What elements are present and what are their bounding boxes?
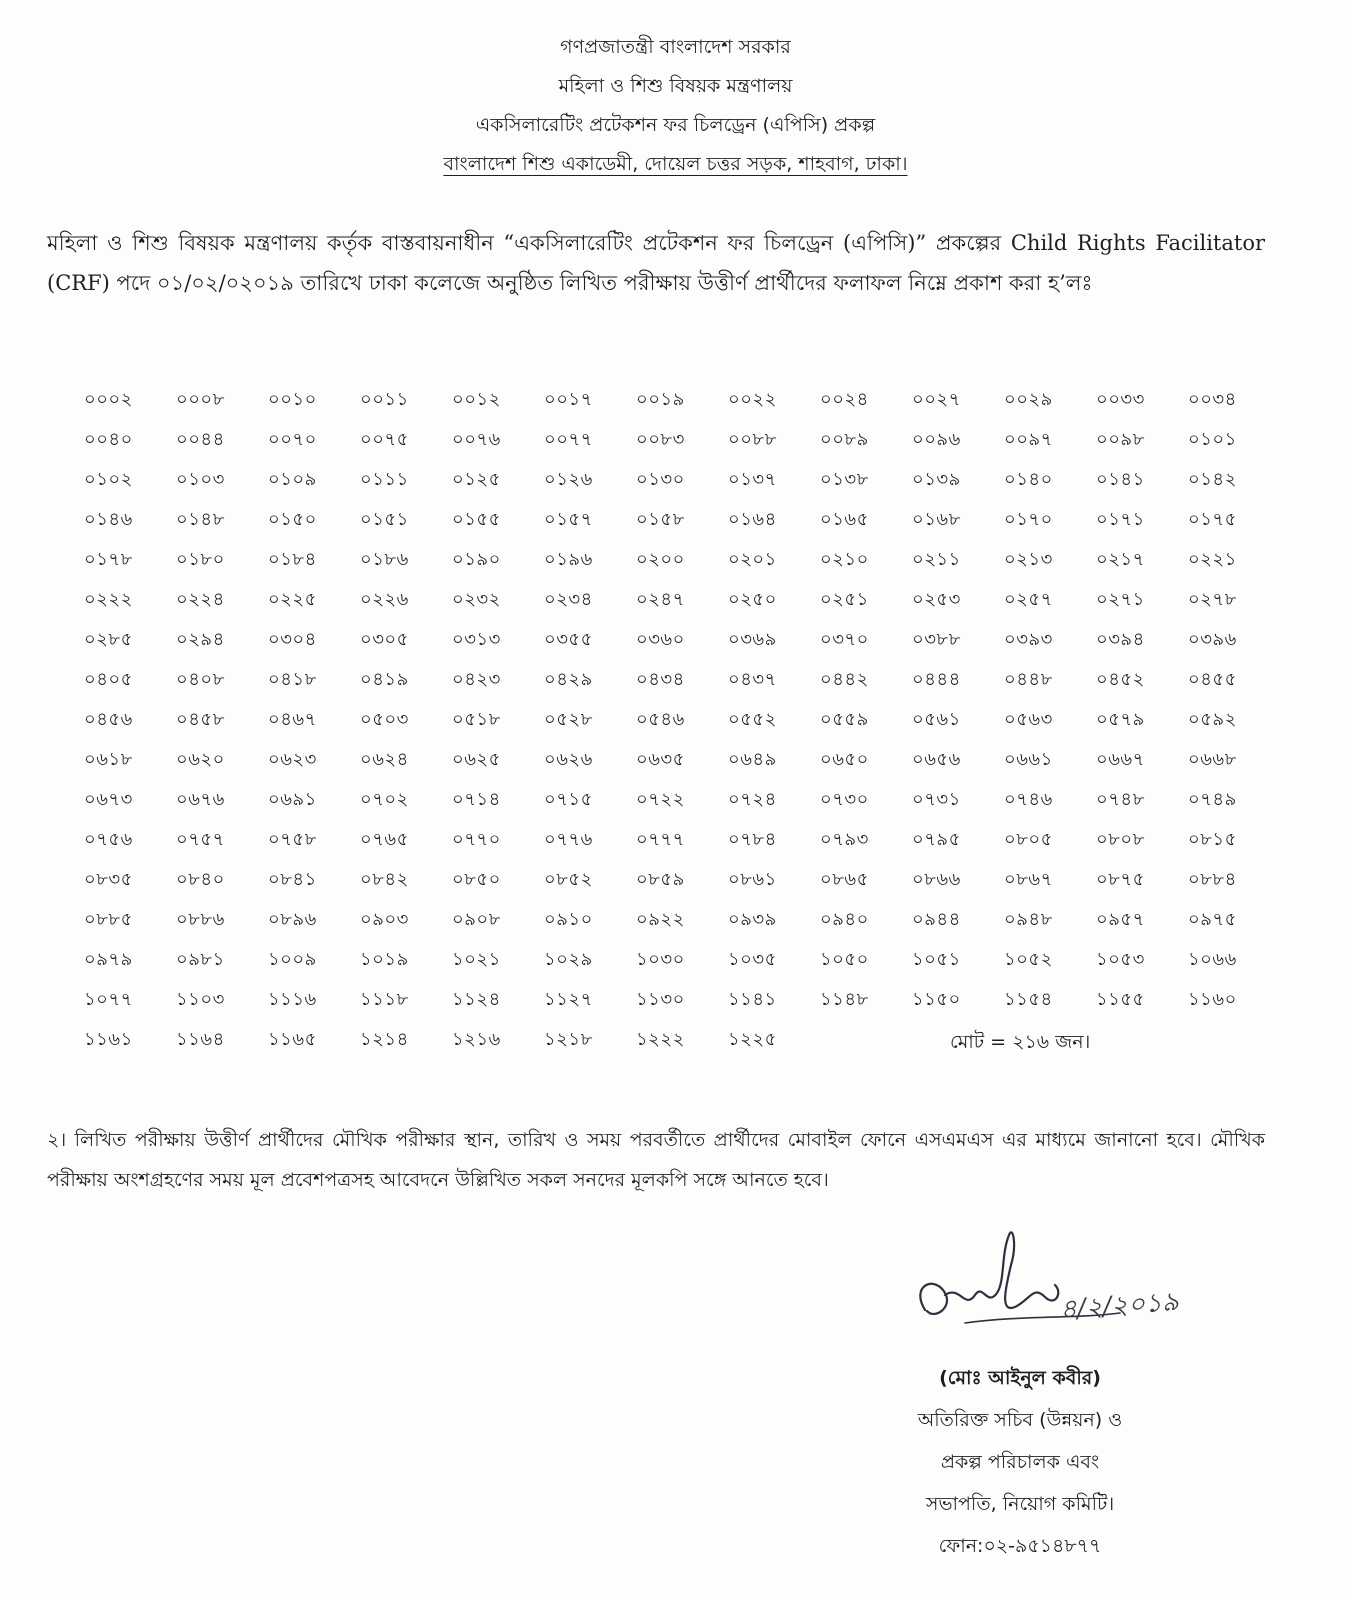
roll-number: ০২৫৩: [912, 589, 961, 610]
roll-number: ০৫৫২: [728, 709, 777, 730]
roll-number: ০১৪২: [1188, 469, 1237, 490]
roll-number: ০০২৯: [1004, 389, 1053, 410]
roll-number: ০৭৩১: [912, 789, 961, 810]
roll-number: ০৬৫০: [820, 749, 869, 770]
roll-number: ০৯৩৯: [728, 909, 777, 930]
roll-number: ০০৯৮: [1096, 429, 1145, 450]
roll-number: ০৮৫২: [544, 869, 593, 890]
roll-number: ০৫১৮: [452, 709, 501, 730]
roll-number: ০৭১৫: [544, 789, 593, 810]
roll-number: ০০৮৮: [728, 429, 777, 450]
roll-number: ০৪৬৭: [268, 709, 317, 730]
roll-number: ১১৩০: [636, 989, 685, 1010]
roll-number: ০৮১৫: [1188, 829, 1237, 850]
roll-number: ০৮৩৫: [84, 869, 133, 890]
roll-number: ১০৩৫: [728, 949, 777, 970]
roll-number: ০২২৫: [268, 589, 317, 610]
roll-number: ১০৩০: [636, 949, 685, 970]
roll-number: ০০৭০: [268, 429, 317, 450]
roll-number: ০১০২: [84, 469, 133, 490]
roll-number: ০০৪৪: [176, 429, 225, 450]
roll-number: ১১৪১: [728, 989, 777, 1010]
roll-number: ১০৭৭: [84, 989, 133, 1010]
document-header: [0, 28, 1351, 184]
roll-number: ০৭২২: [636, 789, 685, 810]
roll-number: ০৯১০: [544, 909, 593, 930]
roll-number: ০০১৭: [544, 389, 593, 410]
roll-number: ০৪৪৪: [912, 669, 961, 690]
roll-number: ১২২৫: [728, 1029, 777, 1050]
roll-number: ০৮৮৪: [1188, 869, 1237, 890]
roll-number: ০২৫১: [820, 589, 869, 610]
roll-number: ০৬৬৮: [1188, 749, 1237, 770]
roll-number: ০৮৬৭: [1004, 869, 1053, 890]
roll-number: ০৭৩০: [820, 789, 869, 810]
roll-number: ১১৪৮: [820, 989, 869, 1010]
roll-number: ০১৬৮: [912, 509, 961, 530]
ministry-title: মহিলা ও শিশু বিষয়ক মন্ত্রণালয়: [558, 75, 793, 97]
roll-number: ০৭৬৫: [360, 829, 409, 850]
roll-number: ০১৯০: [452, 549, 501, 570]
roll-number: ০২১৭: [1096, 549, 1145, 570]
roll-number: ০১০১: [1188, 429, 1237, 450]
roll-number: ০৪১৮: [268, 669, 317, 690]
roll-number: ০২৫৭: [1004, 589, 1053, 610]
roll-number: ০৬২০: [176, 749, 225, 770]
roll-number: ০১৭৮: [84, 549, 133, 570]
roll-number: ০৮৬৫: [820, 869, 869, 890]
roll-number: ১০২১: [452, 949, 501, 970]
roll-number: ০৭১৪: [452, 789, 501, 810]
office-address: বাংলাদেশ শিশু একাডেমী, দোয়েল চত্তর সড়ক, শাহবাগ, ঢাকা।: [443, 153, 908, 175]
roll-number: ০৯৭৫: [1188, 909, 1237, 930]
roll-number: ০৪৪৮: [1004, 669, 1053, 690]
roll-number: ১০৬৬: [1188, 949, 1237, 970]
roll-number: ০১৩৮: [820, 469, 869, 490]
roll-number: ১১২৭: [544, 989, 593, 1010]
roll-number: ১১১৬: [268, 989, 317, 1010]
roll-number: ০৭৯৫: [912, 829, 961, 850]
roll-number: ১১১৮: [360, 989, 409, 1010]
roll-number: ০৯২২: [636, 909, 685, 930]
roll-number: ১০৫২: [1004, 949, 1053, 970]
roll-number: ১২১৪: [360, 1029, 409, 1050]
roll-number: ০৭৭৬: [544, 829, 593, 850]
roll-number: ১০২৯: [544, 949, 593, 970]
roll-number: ০৭৭৭: [636, 829, 685, 850]
roll-number: ০০০২: [84, 389, 133, 410]
roll-number: ০২২৪: [176, 589, 225, 610]
roll-number: ০৯৮১: [176, 949, 225, 970]
roll-number: ০৯৪০: [820, 909, 869, 930]
roll-number: ০৫৫৯: [820, 709, 869, 730]
roll-number: ০১৩০: [636, 469, 685, 490]
roll-number: ০৪০৫: [84, 669, 133, 690]
roll-number: ০৫৬৩: [1004, 709, 1053, 730]
roll-number: ১০৫১: [912, 949, 961, 970]
roll-number: ০২২৬: [360, 589, 409, 610]
roll-number: ০২৩৪: [544, 589, 593, 610]
intro-paragraph: মহিলা ও শিশু বিষয়ক মন্ত্রণালয় কর্তৃক বাস্তবায়নাধীন “একসিলারেটিং প্রটেকশন ফর চিলড্রেন (এপিসি)” প্রকল্পের Child Rights Facilitator (CRF) পদে ০১/০২/০২০১৯ তারিখে ঢাকা কলেজে অনুষ্ঠিত লিখিত পরীক্ষায় উত্তীর্ণ প্রার্থীদের ফলাফল নিম্নে প্রকাশ করা হ’লঃ: [47, 231, 1265, 295]
roll-number: ০৩৯৩: [1004, 629, 1053, 650]
roll-number: ০০৭৬: [452, 429, 501, 450]
roll-number: ০৯৫৭: [1096, 909, 1145, 930]
roll-number: ০১৪০: [1004, 469, 1053, 490]
roll-number: ০০২৭: [912, 389, 961, 410]
roll-number: ০৬২৫: [452, 749, 501, 770]
signatory-title-2: প্রকল্প পরিচালক এবং: [940, 1451, 1100, 1473]
roll-number: ০৬২৩: [268, 749, 317, 770]
roll-number: ০১৪১: [1096, 469, 1145, 490]
project-title: একসিলারেটিং প্রটেকশন ফর চিলড্রেন (এপিসি) প্রকল্প: [475, 114, 876, 136]
roll-number: ০৪০৮: [176, 669, 225, 690]
roll-number: ০০৭৭: [544, 429, 593, 450]
roll-number: ০৮৯৬: [268, 909, 317, 930]
roll-number: ০৫০৩: [360, 709, 409, 730]
roll-number: ০০৩৩: [1096, 389, 1145, 410]
roll-number: ০১৩৯: [912, 469, 961, 490]
roll-number: ০২২২: [84, 589, 133, 610]
roll-number: ০৬৬৭: [1096, 749, 1145, 770]
roll-number: ০২২১: [1188, 549, 1237, 570]
roll-number: ০১৮০: [176, 549, 225, 570]
roll-number: ০৫৬১: [912, 709, 961, 730]
roll-number: ০৫২৮: [544, 709, 593, 730]
roll-number: ০৪৫৬: [84, 709, 133, 730]
roll-number: ০৮০৮: [1096, 829, 1145, 850]
roll-number: ০৭৪৬: [1004, 789, 1053, 810]
roll-number: ০৩১৩: [452, 629, 501, 650]
roll-number: ১১৫০: [912, 989, 961, 1010]
roll-number: ০১৩৭: [728, 469, 777, 490]
roll-number: ১১৬৫: [268, 1029, 317, 1050]
roll-number: ০৫৭৯: [1096, 709, 1145, 730]
roll-number: ০৩৫৫: [544, 629, 593, 650]
roll-number: ০৬৬১: [1004, 749, 1053, 770]
roll-number: ০৭৫৭: [176, 829, 225, 850]
roll-number: ০০২৪: [820, 389, 869, 410]
roll-number: ০৪২৩: [452, 669, 501, 690]
roll-number: ১০০৯: [268, 949, 317, 970]
roll-number: ০৯০৮: [452, 909, 501, 930]
roll-number: ০৮৮৫: [84, 909, 133, 930]
roll-number: ১১২৪: [452, 989, 501, 1010]
roll-number: ০৮৪১: [268, 869, 317, 890]
roll-number: ০০০৮: [176, 389, 225, 410]
roll-number: ০৩৮৮: [912, 629, 961, 650]
roll-number: ০০১০: [268, 389, 317, 410]
roll-number: ০৬৭৬: [176, 789, 225, 810]
roll-number: ০৩৬৯: [728, 629, 777, 650]
roll-number: ০৪৫২: [1096, 669, 1145, 690]
roll-number: ০১৭৫: [1188, 509, 1237, 530]
roll-number: ০২০১: [728, 549, 777, 570]
roll-number: ০৮৬১: [728, 869, 777, 890]
roll-number: ০৪৫৮: [176, 709, 225, 730]
roll-number: ০৮৪০: [176, 869, 225, 890]
roll-number: ০০১১: [360, 389, 409, 410]
roll-number: ০৭৮৪: [728, 829, 777, 850]
roll-number: ০১২৬: [544, 469, 593, 490]
roll-number: ০০৩৪: [1188, 389, 1237, 410]
government-title: গণপ্রজাতন্ত্রী বাংলাদেশ সরকার: [560, 36, 791, 58]
roll-number: ০৫৯২: [1188, 709, 1237, 730]
roll-number: ১১৬১: [84, 1029, 133, 1050]
roll-number: ০২৯৪: [176, 629, 225, 650]
roll-number: ০৫৪৬: [636, 709, 685, 730]
roll-number: ০২১১: [912, 549, 961, 570]
roll-number: ১১০৩: [176, 989, 225, 1010]
roll-number: ১১৫৪: [1004, 989, 1053, 1010]
roll-number: ০৭২৪: [728, 789, 777, 810]
signatory-name: (মোঃ আইনুল কবীর): [939, 1367, 1101, 1389]
roll-number: ০৯৭৯: [84, 949, 133, 970]
roll-number: ০০১৯: [636, 389, 685, 410]
roll-number: ০৬২৬: [544, 749, 593, 770]
signatory-title-3: সভাপতি, নিয়োগ কমিটি।: [925, 1493, 1115, 1515]
roll-number: ০৮৫০: [452, 869, 501, 890]
roll-number: ০০২২: [728, 389, 777, 410]
roll-number: ০২৭৮: [1188, 589, 1237, 610]
roll-number: ০১৪৮: [176, 509, 225, 530]
roll-number: ১১৬৪: [176, 1029, 225, 1050]
roll-number: ০০৮৩: [636, 429, 685, 450]
roll-number: ০৭৭০: [452, 829, 501, 850]
roll-number: ০৪৩৪: [636, 669, 685, 690]
roll-number: ০০৮৯: [820, 429, 869, 450]
roll-number: ১২১৬: [452, 1029, 501, 1050]
roll-number: ০১৯৬: [544, 549, 593, 570]
roll-number: ০২৪৭: [636, 589, 685, 610]
roll-number: ০১৫৫: [452, 509, 501, 530]
roll-number: ০১৮৪: [268, 549, 317, 570]
roll-number: ০৪৫৫: [1188, 669, 1237, 690]
roll-number: ০৭০২: [360, 789, 409, 810]
roll-number: ০০৪০: [84, 429, 133, 450]
roll-number: ১২২২: [636, 1029, 685, 1050]
roll-number: ০৪৪২: [820, 669, 869, 690]
roll-number: ০৯০৩: [360, 909, 409, 930]
total-count: মোট = ২১৬ জন।: [950, 1031, 1091, 1053]
roll-number: ০৮৮৬: [176, 909, 225, 930]
roll-number: ০১০৯: [268, 469, 317, 490]
roll-number: ০৬৪৯: [728, 749, 777, 770]
roll-number: ০১০৩: [176, 469, 225, 490]
roll-number: ০১৭০: [1004, 509, 1053, 530]
signatory-title-1: অতিরিক্ত সচিব (উন্নয়ন) ও: [917, 1409, 1123, 1431]
roll-number: ০৪১৯: [360, 669, 409, 690]
roll-number: ০০১২: [452, 389, 501, 410]
roll-number: ০৩৯৬: [1188, 629, 1237, 650]
roll-number: ০৪৩৭: [728, 669, 777, 690]
roll-number: ০১৮৬: [360, 549, 409, 570]
roll-number: ০৭৯৩: [820, 829, 869, 850]
roll-number-grid: [84, 380, 1284, 1060]
roll-number: ০৩৯৪: [1096, 629, 1145, 650]
roll-number: ০২০০: [636, 549, 685, 570]
roll-number: ০৭৫৮: [268, 829, 317, 850]
roll-number: ০২১০: [820, 549, 869, 570]
roll-number: ০২৩২: [452, 589, 501, 610]
roll-number: ০২৫০: [728, 589, 777, 610]
roll-number: ০০৯৬: [912, 429, 961, 450]
roll-number: ১০১৯: [360, 949, 409, 970]
roll-number: ০০৯৭: [1004, 429, 1053, 450]
roll-number: ০১৪৬: [84, 509, 133, 530]
roll-number: ০৩০৪: [268, 629, 317, 650]
viva-notice-paragraph: ২। লিখিত পরীক্ষায় উত্তীর্ণ প্রার্থীদের মৌখিক পরীক্ষার স্থান, তারিখ ও সময় পরবর্তীতে প্রার্থীদের মোবাইল ফোনে এসএমএস এর মাধ্যমে জানানো হবে। মৌখিক পরীক্ষায় অংশগ্রহণের সময় মূল প্রবেশপত্রসহ আবেদনে উল্লিখিত সকল সনদের মূলকপি সঙ্গে আনতে হবে।: [47, 1129, 1265, 1191]
roll-number: ০৭৪৯: [1188, 789, 1237, 810]
roll-number: ০১২৫: [452, 469, 501, 490]
roll-number: ০৬২৪: [360, 749, 409, 770]
roll-number: ০১৫৭: [544, 509, 593, 530]
roll-number: ১১৫৫: [1096, 989, 1145, 1010]
roll-number: ০৬১৮: [84, 749, 133, 770]
roll-number: ০৮৫৯: [636, 869, 685, 890]
signature-date: ৪/২/২০১৯: [1059, 1286, 1180, 1326]
signatory-block: [860, 1357, 1180, 1567]
roll-number: ০৩৬০: [636, 629, 685, 650]
roll-number: ১২১৮: [544, 1029, 593, 1050]
roll-number: ০১৬৪: [728, 509, 777, 530]
roll-number: ০১১১: [360, 469, 409, 490]
roll-number: ০৬৭৩: [84, 789, 133, 810]
roll-number: ০১৫১: [360, 509, 409, 530]
roll-number: ০৮৬৬: [912, 869, 961, 890]
roll-number: ০৬৩৫: [636, 749, 685, 770]
roll-number: ০৮৭৫: [1096, 869, 1145, 890]
roll-number: ০৬৫৬: [912, 749, 961, 770]
roll-number: ০৩৭০: [820, 629, 869, 650]
roll-number: ০৬৯১: [268, 789, 317, 810]
roll-number: ০৩০৫: [360, 629, 409, 650]
roll-number: ০৭৫৬: [84, 829, 133, 850]
roll-number: ০২১৩: [1004, 549, 1053, 570]
roll-number: ১০৫০: [820, 949, 869, 970]
roll-number: ১০৫৩: [1096, 949, 1145, 970]
roll-number: ০৭৪৮: [1096, 789, 1145, 810]
roll-number: ০১৬৫: [820, 509, 869, 530]
roll-number: ০৯৪৪: [912, 909, 961, 930]
roll-number: ০১৭১: [1096, 509, 1145, 530]
signatory-phone: ফোন:০২-৯৫১৪৮৭৭: [938, 1535, 1102, 1557]
roll-number: ০৪২৯: [544, 669, 593, 690]
roll-number: ১১৬০: [1188, 989, 1237, 1010]
roll-number: ০৮৪২: [360, 869, 409, 890]
roll-number: ০২৭১: [1096, 589, 1145, 610]
roll-number: ০২৮৫: [84, 629, 133, 650]
roll-number: ০৯৪৮: [1004, 909, 1053, 930]
roll-number: ০১৫৮: [636, 509, 685, 530]
roll-number: ০১৫০: [268, 509, 317, 530]
roll-number: ০৮০৫: [1004, 829, 1053, 850]
roll-number: ০০৭৫: [360, 429, 409, 450]
